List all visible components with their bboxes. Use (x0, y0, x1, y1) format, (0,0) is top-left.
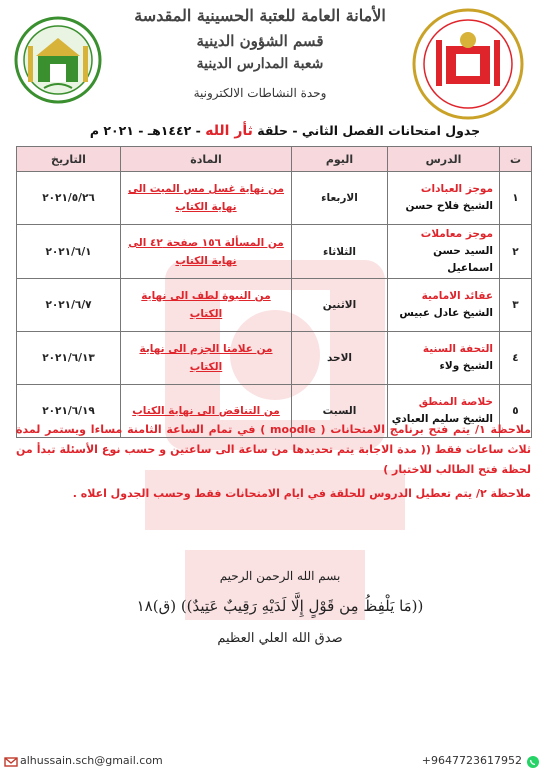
lesson-teacher: الشيخ فلاح حسن (405, 200, 493, 212)
lesson-teacher: الشيخ ولاء (439, 360, 493, 372)
org-name-line1: الأمانة العامة للعتبة الحسينية المقدسة (134, 6, 386, 25)
lesson-title: موجز معاملات (420, 228, 493, 240)
exam-day: الثلاثاء (292, 225, 388, 279)
row-number: ٣ (500, 279, 532, 332)
unit-name: وحدة النشاطات الالكترونية (193, 86, 327, 100)
exam-day: الاربعاء (292, 172, 388, 225)
quran-verse: ((مَا يَلْفِظُ مِن قَوْلٍ إِلَّا لَدَيْهِ رَقِيبٌ عَتِيدٌ)) (ق)١٨ (136, 597, 424, 615)
exam-day: السبت (292, 385, 388, 438)
header-num: ت (500, 147, 532, 172)
notes-section (16, 420, 531, 504)
department-name: قسم الشؤون الدينية (196, 32, 324, 50)
division-name: شعبة المدارس الدينية (196, 56, 324, 72)
exam-day: الاثنين (292, 279, 388, 332)
title-prefix: جدول امتحانات الفصل الثاني - حلقة (257, 123, 481, 138)
exam-date: ٢٠٢١/٦/٧ (17, 279, 121, 332)
lesson-title: موجز العبادات (420, 183, 493, 195)
exam-material: من نهاية غسل مس الميت الى نهاية الكتاب (121, 172, 292, 225)
title-suffix: - ١٤٤٢هـ - ٢٠٢١ م (89, 123, 201, 138)
lesson-title: خلاصة المنطق (418, 396, 493, 408)
exam-schedule-title (40, 123, 530, 139)
whatsapp-icon (526, 754, 540, 768)
shrine-logo (406, 4, 530, 122)
verse-closing: صدق الله العلي العظيم (217, 631, 343, 646)
contact-email[interactable]: alhussain.sch@gmail.com (20, 754, 163, 767)
school-logo (14, 8, 102, 112)
table-header-row (17, 147, 532, 172)
lesson-title: التحفة السنية (422, 343, 493, 355)
lesson-teacher: الشيخ سليم العبادي (391, 413, 493, 425)
row-number: ٥ (500, 385, 532, 438)
lesson-cell (388, 279, 500, 332)
table-row (17, 172, 532, 225)
exam-day: الاحد (292, 332, 388, 385)
row-number: ١ (500, 172, 532, 225)
header-day: اليوم (292, 147, 388, 172)
note-1: ملاحظة ١/ يتم فتح برنامج الامتحانات ( moodle ) في تمام الساعة الثامنة مساءا ويستمر لمدة ثلاث ساعات فقط (( مدة الاجابة يتم تحديدها من ساعة الى ساعتين و حسب نوع الأسئلة تبدأ من لحظة فتح الطالب للاختبار ) (16, 423, 531, 476)
footer (0, 752, 546, 772)
table-row (17, 332, 532, 385)
row-number: ٢ (500, 225, 532, 279)
lesson-cell (388, 172, 500, 225)
basmala: بسم الله الرحمن الرحيم (219, 569, 341, 583)
exam-schedule-table (16, 146, 532, 438)
exam-material: من المسألة ١٥٦ صفحة ٤٢ الى نهاية الكتاب (121, 225, 292, 279)
lesson-title: عقائد الامامية (421, 290, 493, 302)
exam-material: من النبوة لطف الى نهاية الكتاب (121, 279, 292, 332)
note-2: ملاحظة ٢/ يتم تعطيل الدروس للحلقة في ايام الامتحانات فقط وحسب الجدول اعلاه . (72, 487, 531, 500)
exam-date: ٢٠٢١/٦/١٩ (17, 385, 121, 438)
lesson-cell (388, 332, 500, 385)
exam-material: من علامتا الجزم الى نهاية الكتاب (121, 332, 292, 385)
table-row (17, 225, 532, 279)
table-row (17, 279, 532, 332)
email-icon (4, 754, 18, 768)
title-highlight: ثأر الله (205, 123, 253, 139)
header-date: التاريخ (17, 147, 121, 172)
row-number: ٤ (500, 332, 532, 385)
lesson-cell (388, 225, 500, 279)
lesson-teacher: السيد حسن اسماعيل (433, 245, 493, 274)
lesson-teacher: الشيخ عادل عبيس (399, 307, 493, 319)
header-material: المادة (121, 147, 292, 172)
exam-material: من التناقض الى نهاية الكتاب (121, 385, 292, 438)
header-lesson: الدرس (388, 147, 500, 172)
exam-date: ٢٠٢١/٥/٢٦ (17, 172, 121, 225)
contact-phone[interactable]: +9647723617952 (421, 754, 522, 767)
exam-date: ٢٠٢١/٦/١ (17, 225, 121, 279)
exam-date: ٢٠٢١/٦/١٣ (17, 332, 121, 385)
